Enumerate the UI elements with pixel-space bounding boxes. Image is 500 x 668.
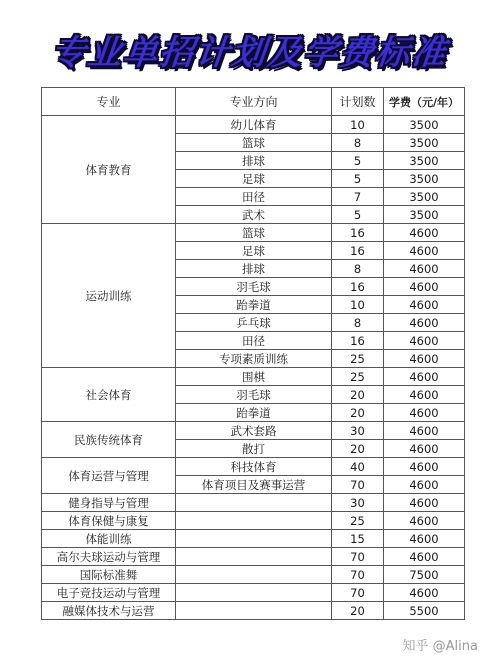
direction-cell: 乒乓球 bbox=[176, 314, 332, 332]
major-cell: 健身指导与管理 bbox=[42, 494, 176, 512]
fee-cell: 3500 bbox=[384, 152, 465, 170]
plan-count-cell: 8 bbox=[332, 314, 384, 332]
major-cell: 体能训练 bbox=[42, 530, 176, 548]
direction-cell: 武术 bbox=[176, 206, 332, 224]
major-cell: 体育教育 bbox=[42, 116, 176, 224]
plan-count-cell: 25 bbox=[332, 368, 384, 386]
plan-count-cell: 25 bbox=[332, 512, 384, 530]
direction-cell: 篮球 bbox=[176, 224, 332, 242]
direction-cell bbox=[176, 566, 332, 584]
plan-count-cell: 70 bbox=[332, 584, 384, 602]
plan-count-cell: 30 bbox=[332, 422, 384, 440]
major-cell: 国际标准舞 bbox=[42, 566, 176, 584]
direction-cell: 围棋 bbox=[176, 368, 332, 386]
table-row bbox=[42, 584, 465, 602]
table-row bbox=[42, 530, 465, 548]
plan-count-cell: 15 bbox=[332, 530, 384, 548]
major-cell: 电子竞技运动与管理 bbox=[42, 584, 176, 602]
enrollment-plan-table bbox=[41, 87, 465, 620]
direction-cell: 散打 bbox=[176, 440, 332, 458]
fee-cell: 4600 bbox=[384, 260, 465, 278]
plan-count-cell: 16 bbox=[332, 332, 384, 350]
direction-cell: 幼儿体育 bbox=[176, 116, 332, 134]
watermark: 知乎 @Alina bbox=[402, 639, 478, 654]
plan-count-cell: 30 bbox=[332, 494, 384, 512]
page-title: 专业单招计划及学费标准 bbox=[49, 32, 450, 73]
plan-count-cell: 70 bbox=[332, 548, 384, 566]
plan-count-cell: 7 bbox=[332, 188, 384, 206]
fee-cell: 4600 bbox=[384, 476, 465, 494]
plan-count-cell: 20 bbox=[332, 440, 384, 458]
fee-cell: 4600 bbox=[384, 512, 465, 530]
plan-count-cell: 8 bbox=[332, 134, 384, 152]
plan-count-cell: 16 bbox=[332, 278, 384, 296]
major-cell: 融媒体技术与运营 bbox=[42, 602, 176, 620]
fee-cell: 4600 bbox=[384, 458, 465, 476]
fee-cell: 4600 bbox=[384, 332, 465, 350]
direction-cell bbox=[176, 548, 332, 566]
direction-cell bbox=[176, 584, 332, 602]
fee-cell: 4600 bbox=[384, 386, 465, 404]
direction-cell bbox=[176, 530, 332, 548]
direction-cell: 篮球 bbox=[176, 134, 332, 152]
fee-cell: 4600 bbox=[384, 296, 465, 314]
fee-cell: 4600 bbox=[384, 422, 465, 440]
table-row bbox=[42, 368, 465, 386]
fee-cell: 4600 bbox=[384, 368, 465, 386]
table-row bbox=[42, 548, 465, 566]
major-cell: 体育运营与管理 bbox=[42, 458, 176, 494]
plan-count-cell: 16 bbox=[332, 224, 384, 242]
fee-cell: 4600 bbox=[384, 440, 465, 458]
direction-cell: 排球 bbox=[176, 260, 332, 278]
plan-count-cell: 70 bbox=[332, 566, 384, 584]
fee-cell: 5500 bbox=[384, 602, 465, 620]
table-row bbox=[42, 512, 465, 530]
direction-cell: 跆拳道 bbox=[176, 296, 332, 314]
direction-cell: 足球 bbox=[176, 242, 332, 260]
direction-cell: 专项素质训练 bbox=[176, 350, 332, 368]
direction-cell: 武术套路 bbox=[176, 422, 332, 440]
plan-count-cell: 10 bbox=[332, 296, 384, 314]
major-cell: 民族传统体育 bbox=[42, 422, 176, 458]
fee-cell: 4600 bbox=[384, 530, 465, 548]
plan-count-cell: 20 bbox=[332, 404, 384, 422]
direction-cell: 跆拳道 bbox=[176, 404, 332, 422]
direction-cell: 羽毛球 bbox=[176, 278, 332, 296]
table-row bbox=[42, 422, 465, 440]
major-cell: 运动训练 bbox=[42, 224, 176, 368]
direction-cell: 足球 bbox=[176, 170, 332, 188]
fee-cell: 4600 bbox=[384, 404, 465, 422]
plan-count-cell: 20 bbox=[332, 386, 384, 404]
table-row bbox=[42, 116, 465, 134]
plan-count-cell: 5 bbox=[332, 152, 384, 170]
fee-cell: 4600 bbox=[384, 278, 465, 296]
fee-cell: 3500 bbox=[384, 188, 465, 206]
major-cell: 社会体育 bbox=[42, 368, 176, 422]
plan-count-cell: 5 bbox=[332, 206, 384, 224]
direction-cell bbox=[176, 602, 332, 620]
table-row bbox=[42, 494, 465, 512]
major-cell: 高尔夫球运动与管理 bbox=[42, 548, 176, 566]
direction-cell: 田径 bbox=[176, 188, 332, 206]
major-cell: 体育保健与康复 bbox=[42, 512, 176, 530]
fee-cell: 4600 bbox=[384, 548, 465, 566]
fee-cell: 4600 bbox=[384, 314, 465, 332]
header-plan: 计划数 bbox=[332, 88, 384, 116]
direction-cell: 田径 bbox=[176, 332, 332, 350]
direction-cell: 羽毛球 bbox=[176, 386, 332, 404]
plan-count-cell: 8 bbox=[332, 260, 384, 278]
plan-count-cell: 10 bbox=[332, 116, 384, 134]
plan-count-cell: 20 bbox=[332, 602, 384, 620]
fee-cell: 3500 bbox=[384, 170, 465, 188]
table-row bbox=[42, 566, 465, 584]
table-row bbox=[42, 458, 465, 476]
fee-cell: 4600 bbox=[384, 350, 465, 368]
direction-cell bbox=[176, 512, 332, 530]
header-major: 专业 bbox=[42, 88, 176, 116]
header-direction: 专业方向 bbox=[176, 88, 332, 116]
fee-cell: 3500 bbox=[384, 116, 465, 134]
fee-cell: 3500 bbox=[384, 206, 465, 224]
fee-cell: 4600 bbox=[384, 242, 465, 260]
fee-cell: 4600 bbox=[384, 224, 465, 242]
fee-cell: 4600 bbox=[384, 494, 465, 512]
table-row bbox=[42, 224, 465, 242]
plan-count-cell: 5 bbox=[332, 170, 384, 188]
table-row bbox=[42, 602, 465, 620]
fee-cell: 3500 bbox=[384, 134, 465, 152]
fee-cell: 4600 bbox=[384, 584, 465, 602]
header-fee: 学费（元/年） bbox=[384, 88, 465, 116]
table-body bbox=[42, 116, 465, 620]
direction-cell: 体育项目及赛事运营 bbox=[176, 476, 332, 494]
plan-count-cell: 40 bbox=[332, 458, 384, 476]
plan-count-cell: 16 bbox=[332, 242, 384, 260]
direction-cell: 科技体育 bbox=[176, 458, 332, 476]
plan-count-cell: 25 bbox=[332, 350, 384, 368]
fee-cell: 7500 bbox=[384, 566, 465, 584]
table-header-row bbox=[42, 88, 465, 116]
plan-count-cell: 70 bbox=[332, 476, 384, 494]
direction-cell: 排球 bbox=[176, 152, 332, 170]
direction-cell bbox=[176, 494, 332, 512]
